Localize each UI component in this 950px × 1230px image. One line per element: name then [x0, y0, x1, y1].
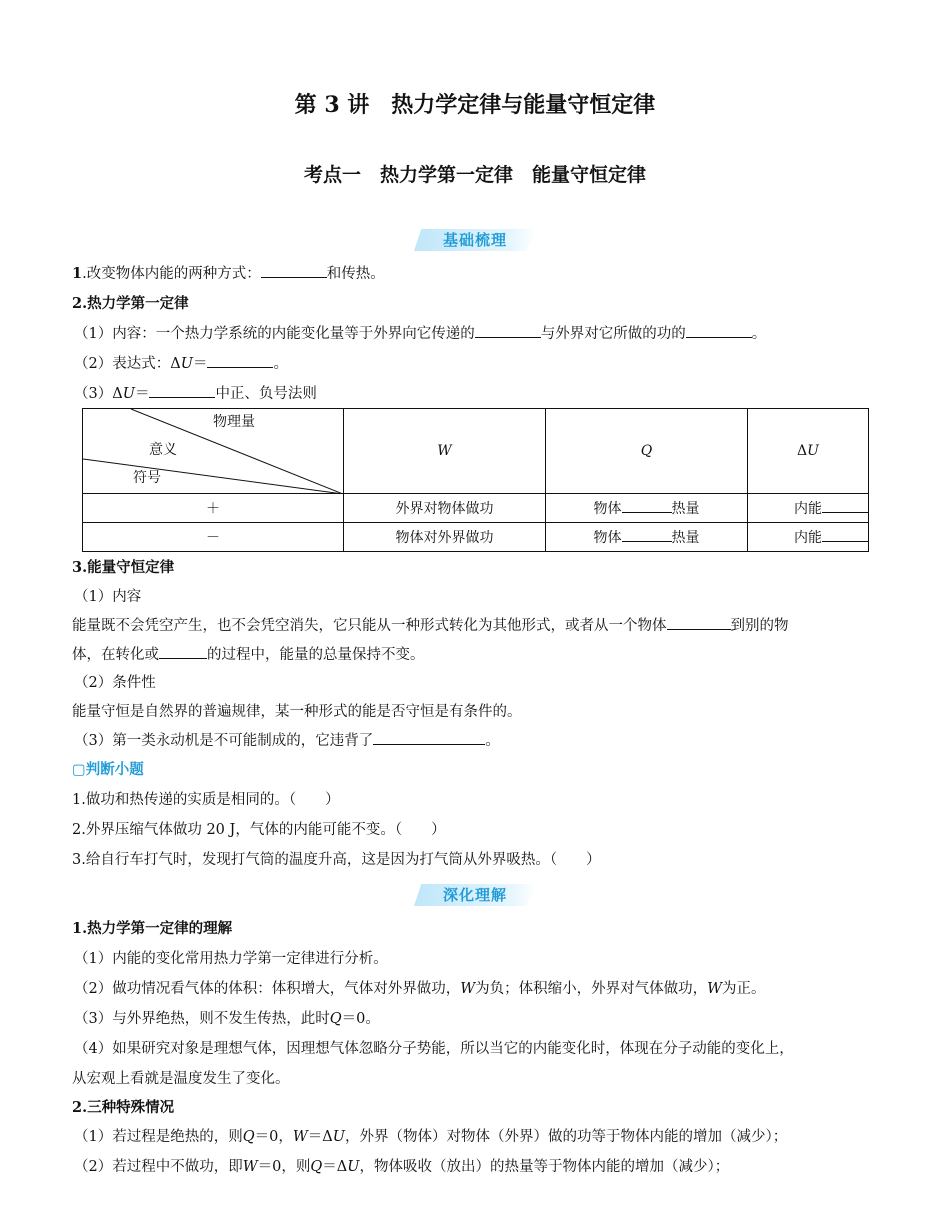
item-3-para1-line2: [72, 643, 425, 664]
d1-2-a: （2）做功情况看气体的体积：体积增大，气体对外界做功，: [74, 981, 461, 997]
var-q: Q: [310, 1159, 323, 1175]
row-plus-du-text: 内能: [794, 501, 822, 517]
item-2-1-c: 。: [751, 326, 767, 342]
d1-4-line1: （4）如果研究对象是理想气体，因理想气体忽略分子势能，所以当它的内能变化时，体现在分子动能的变化上，: [74, 1041, 794, 1057]
para1-a: 能量既不会凭空产生，也不会凭空消失，它只能从一种形式转化为其他形式，或者从一个物体: [72, 618, 667, 634]
d1-number: 1: [72, 920, 83, 937]
row-plus-w: 外界对物体做功: [344, 494, 546, 523]
d1-3-a: （3）与外界绝热，则不发生传热，此时: [74, 1011, 330, 1027]
d2-2-a: （2）若过程中不做功，即: [74, 1159, 243, 1175]
fill-blank[interactable]: [261, 263, 327, 278]
banner-basics-label: 基础梳理: [442, 231, 507, 249]
section-subtitle: 考点一 热力学第一定律 能量守恒定律: [303, 164, 646, 186]
para1-d: 的过程中，能量的总量保持不变。: [207, 647, 425, 663]
d2-1-d: ，外界（物体）对物体（外界）做的功等于物体内能的增加（减少）；: [344, 1129, 788, 1145]
var-u: U: [122, 386, 135, 402]
item-3-2: （2）条件性: [74, 675, 156, 691]
var-u: U: [332, 1129, 345, 1145]
corner-physical-quantity: 物理量: [213, 414, 255, 430]
fill-blank[interactable]: [149, 383, 215, 398]
d1-text: .热力学第一定律的理解: [82, 920, 233, 937]
page-title: 第 3 讲 热力学定律与能量守恒定律: [294, 92, 656, 118]
para1-b: 到别的物: [730, 618, 789, 634]
item-2-3: [74, 382, 317, 403]
table-corner-cell: [83, 409, 344, 494]
item-2-3-a: （3）Δ: [74, 386, 123, 402]
var-q: Q: [329, 1011, 342, 1027]
var-w: W: [707, 981, 723, 997]
table-row-plus: [83, 494, 869, 523]
item-2-2: [74, 352, 288, 373]
row-plus-q-a: 物体: [593, 501, 622, 517]
item-3-3: [74, 729, 500, 750]
item-1-after: 和传热。: [326, 266, 385, 282]
row-minus-q-a: 物体: [593, 530, 622, 546]
d2-text: .三种特殊情况: [82, 1099, 175, 1116]
corner-sign: 符号: [133, 470, 161, 486]
table-header-row: [83, 409, 869, 494]
header-du: [748, 409, 869, 494]
row-minus-sign: －: [83, 523, 344, 552]
fill-blank[interactable]: [159, 644, 207, 659]
header-q: Q: [546, 409, 748, 494]
d2-1-b: ＝0，: [254, 1129, 293, 1145]
var-w: W: [242, 1159, 258, 1175]
fill-blank[interactable]: [686, 323, 752, 338]
d2-1-a: （1）若过程是绝热的，则: [74, 1129, 243, 1145]
fill-blank[interactable]: [822, 498, 868, 513]
item-2-2-c: 。: [273, 356, 288, 372]
row-plus-sign: ＋: [83, 494, 344, 523]
d2-2-b: ＝0，则: [257, 1159, 311, 1175]
item-3-1: （1）内容: [74, 589, 142, 605]
header-w: W: [344, 409, 546, 494]
d2-2-d: ，物体吸收（放出）的热量等于物体内能的增加（减少）；: [359, 1159, 730, 1175]
var-u: U: [180, 356, 193, 372]
d1-heading: [72, 917, 232, 938]
row-minus-q-b: 热量: [671, 530, 700, 546]
judge-question-3[interactable]: 3.给自行车打气时，发现打气筒的温度升高，这是因为打气筒从外界吸热。（ ）: [72, 852, 601, 868]
item-1-text: .改变物体内能的两种方式：: [82, 266, 261, 282]
item-3-para1-line1: [72, 614, 789, 635]
d2-number: 2: [72, 1099, 83, 1116]
judge-question-2[interactable]: 2.外界压缩气体做功 20 J，气体的内能可能不变。（ ）: [72, 822, 446, 838]
item-3-3-b: 。: [485, 733, 500, 749]
item-2-1-b: 与外界对它所做的功的: [540, 326, 686, 342]
item-2-number: 2: [72, 295, 83, 312]
para1-c: 体，在转化或: [72, 647, 159, 663]
d1-3: [74, 1007, 380, 1028]
var-w: W: [292, 1129, 308, 1145]
row-plus-q-b: 热量: [671, 501, 700, 517]
item-2-heading: [72, 292, 189, 313]
fill-blank[interactable]: [667, 615, 731, 630]
banner-deepen-label: 深化理解: [442, 886, 507, 904]
item-2-1-a: （1）内容：一个热力学系统的内能变化量等于外界向它传递的: [74, 326, 475, 342]
banner-deepen: [414, 884, 536, 906]
d2-1-c: ＝Δ: [307, 1129, 333, 1145]
item-2-3-c: 中正、负号法则: [215, 386, 317, 402]
item-2-text: .热力学第一定律: [82, 295, 189, 312]
var-u: U: [347, 1159, 360, 1175]
fill-blank[interactable]: [373, 730, 485, 745]
corner-meaning: 意义: [149, 442, 177, 458]
item-1: [72, 262, 385, 283]
item-3-text: .能量守恒定律: [82, 559, 175, 576]
judge-section-title: ▢判断小题: [72, 762, 144, 778]
d2-2: [74, 1155, 729, 1176]
d2-heading: [72, 1096, 174, 1117]
row-minus-q: [546, 523, 748, 552]
d1-2-c: 为正。: [722, 981, 766, 997]
fill-blank[interactable]: [822, 527, 868, 542]
item-3-para2: 能量守恒是自然界的普遍规律，某一种形式的能是否守恒是有条件的。: [72, 704, 522, 720]
header-du-var: U: [807, 443, 819, 459]
banner-basics: [414, 229, 536, 251]
item-3-3-a: （3）第一类永动机是不可能制成的，它违背了: [74, 733, 374, 749]
var-q: Q: [242, 1129, 255, 1145]
item-2-1: [74, 322, 766, 343]
item-3-number: 3: [72, 559, 83, 576]
row-plus-q: [546, 494, 748, 523]
fill-blank[interactable]: [475, 323, 541, 338]
item-2-2-a: （2）表达式：Δ: [74, 356, 181, 372]
d1-2-b: 为负；体积缩小，外界对气体做功，: [475, 981, 708, 997]
d2-2-c: ＝Δ: [322, 1159, 348, 1175]
d1-2: [74, 977, 766, 998]
row-plus-du: [748, 494, 869, 523]
judge-question-1[interactable]: 1.做功和热传递的实质是相同的。（ ）: [72, 792, 340, 808]
d1-1: （1）内能的变化常用热力学第一定律进行分析。: [74, 951, 388, 967]
item-2-3-b: ＝: [134, 386, 150, 402]
var-w: W: [460, 981, 476, 997]
fill-blank[interactable]: [207, 353, 273, 368]
d2-1: [74, 1125, 787, 1146]
d1-4-line2: 从宏观上看就是温度发生了变化。: [72, 1071, 290, 1087]
item-1-number: 1: [72, 265, 83, 282]
fill-blank[interactable]: [622, 527, 672, 542]
item-3-heading: [72, 556, 174, 577]
sign-rule-table: [82, 408, 869, 552]
table-row-minus: [83, 523, 869, 552]
d1-3-b: ＝0。: [341, 1011, 380, 1027]
fill-blank[interactable]: [622, 498, 672, 513]
row-minus-du-text: 内能: [794, 530, 822, 546]
row-minus-du: [748, 523, 869, 552]
item-2-2-b: ＝: [192, 356, 208, 372]
header-du-prefix: Δ: [797, 443, 808, 459]
row-minus-w: 物体对外界做功: [344, 523, 546, 552]
